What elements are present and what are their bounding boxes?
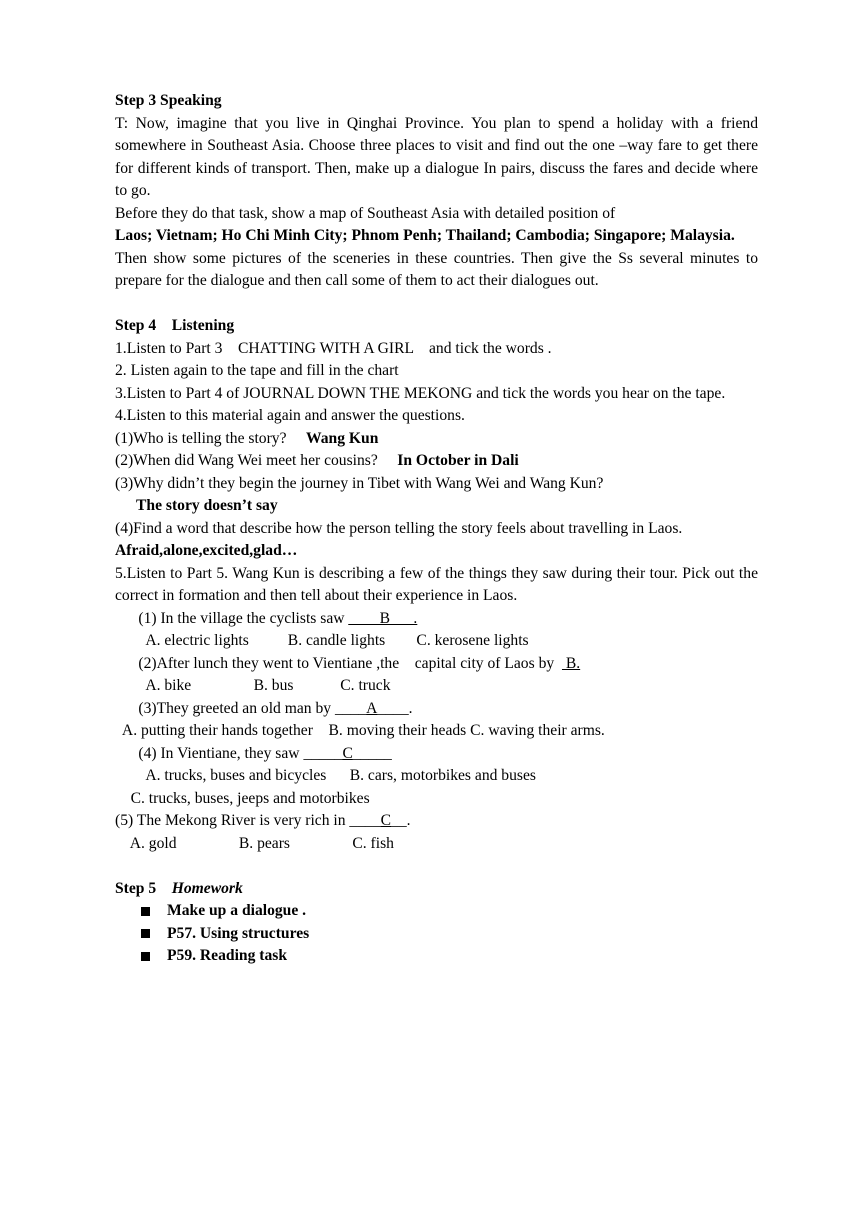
homework-item <box>115 900 758 923</box>
mc-answer-3: A <box>366 699 378 717</box>
step3-places: Laos; Vietnam; Ho Chi Minh City; Phnom Penh; Thailand; Cambodia; Singapore; Malaysia. <box>115 227 735 244</box>
mc-answer-4: C <box>342 744 353 762</box>
answer-3: The story doesn’t say <box>136 497 278 514</box>
step4-line-4: 4.Listen to this material again and answer the questions. <box>115 407 465 424</box>
mc-answer-2: B. <box>561 654 581 672</box>
mc-question-5-text: (5) The Mekong River is very rich in ____ <box>115 812 381 829</box>
mc-question-2 <box>115 653 758 676</box>
question-1 <box>115 428 758 451</box>
bullet-square-icon <box>141 952 150 961</box>
question-1-text: (1)Who is telling the story? <box>115 429 306 447</box>
mc-answer-1: ____B___. <box>348 609 418 627</box>
mc-options-1: A. electric lights B. candle lights C. kerosene lights <box>115 632 529 649</box>
step5-heading-label: Step 5 <box>115 879 172 897</box>
mc-question-2-text: (2)After lunch they went to Vientiane ,the capital city of Laos by <box>115 654 562 672</box>
step4-heading: Step 4 Listening <box>115 317 235 334</box>
step4-line-5: 5.Listen to Part 5. Wang Kun is describing a few of the things they saw during their tour. Pick out the correct in formation and then tell about their experience in Laos. <box>115 564 758 604</box>
question-3: (3)Why didn’t they begin the journey in Tibet with Wang Wei and Wang Kun? <box>115 474 604 492</box>
question-4: (4)Find a word that describe how the person telling the story feels about travelling in Laos. <box>115 519 683 537</box>
bullet-square-icon <box>141 929 150 938</box>
mc-question-1 <box>115 608 758 631</box>
homework-item <box>115 923 758 946</box>
answer-2: In October in Dali <box>397 452 519 469</box>
homework-item-text: Make up a dialogue . <box>167 902 307 919</box>
question-2-text: (2)When did Wang Wei meet her cousins? <box>115 452 398 469</box>
mc-options-5: A. gold B. pears C. fish <box>115 834 394 852</box>
step3-paragraph-1: T: Now, imagine that you live in Qinghai Province. You plan to spend a holiday with a friend somewhere in Southeast Asia. Choose three places to visit and find out the one –way fare to get there for different kinds of transport. Then, make up a dialogue In pairs, discuss the fares and decide where to go. <box>115 114 758 199</box>
mc-options-2: A. bike B. bus C. truck <box>115 677 391 694</box>
homework-item-text: P57. Using structures <box>167 924 310 942</box>
mc-options-4b: C. trucks, buses, jeeps and motorbikes <box>115 789 370 807</box>
step5-heading-title: Homework <box>171 879 243 897</box>
question-2 <box>115 450 758 473</box>
step3-paragraph-2: Before they do that task, show a map of Southeast Asia with detailed position of <box>115 204 616 222</box>
mc-question-1-text: (1) In the village the cyclists saw <box>115 609 349 627</box>
step3-paragraph-3: Then show some pictures of the sceneries in these countries. Then give the Ss several minutes to prepare for the dialogue and then call some of them to act their dialogues out. <box>115 249 758 289</box>
answer-1: Wang Kun <box>306 429 379 447</box>
homework-item-text: P59. Reading task <box>167 947 287 964</box>
spacer <box>115 293 758 316</box>
answer-4: Afraid,alone,excited,glad… <box>115 542 298 559</box>
bullet-square-icon <box>141 907 150 916</box>
spacer <box>115 855 758 878</box>
step4-line-3: 3.Listen to Part 4 of JOURNAL DOWN THE MEKONG and tick the words you hear on the tape. <box>115 384 726 402</box>
mc-question-4 <box>115 743 758 766</box>
mc-question-3-text: (3)They greeted an old man by ____ <box>115 699 367 717</box>
document-page <box>115 90 758 968</box>
mc-options-3: A. putting their hands together B. moving their heads C. waving their arms. <box>115 722 605 739</box>
mc-answer-5: C <box>380 812 392 829</box>
step3-heading: Step 3 Speaking <box>115 92 222 109</box>
mc-question-3-end: ____. <box>377 699 413 717</box>
mc-question-5 <box>115 810 758 833</box>
mc-question-4-end: _____ <box>352 744 392 762</box>
mc-question-5-end: __. <box>391 812 411 829</box>
step4-line-1: 1.Listen to Part 3 CHATTING WITH A GIRL and tick the words . <box>115 339 552 357</box>
mc-options-4a: A. trucks, buses and bicycles B. cars, motorbikes and buses <box>115 767 536 784</box>
mc-question-3 <box>115 698 758 721</box>
homework-item <box>115 945 758 968</box>
mc-question-4-text: (4) In Vientiane, they saw _____ <box>115 744 343 762</box>
step4-line-2: 2. Listen again to the tape and fill in the chart <box>115 362 399 379</box>
step5-heading <box>115 878 758 901</box>
